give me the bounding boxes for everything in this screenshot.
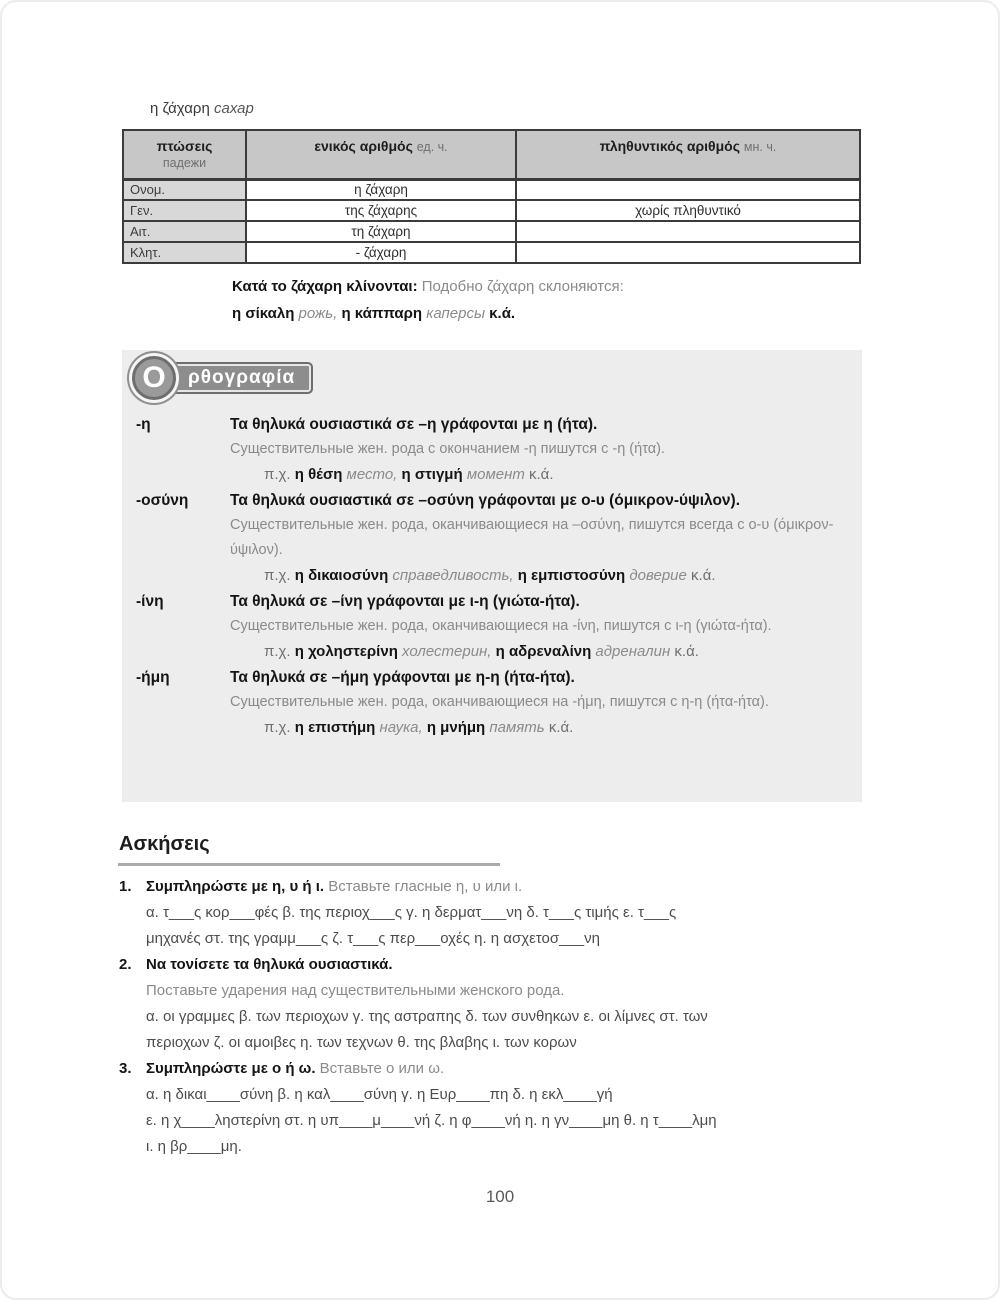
singular-value: τη ζάχαρη: [246, 221, 516, 242]
singular-value: η ζάχαρη: [246, 179, 516, 200]
header-plural-greek: πληθυντικός αριθμός: [599, 138, 741, 154]
exercise-item: [119, 1056, 897, 1160]
entry-body: [230, 488, 848, 588]
example-item2-russian: доверие: [629, 567, 687, 584]
header-plural-russian: мн. ч.: [743, 140, 777, 154]
note-item1-russian: рожь,: [298, 305, 338, 322]
note-suffix: κ.ά.: [489, 305, 516, 322]
orthography-badge-label: ρθογραφία: [158, 362, 313, 394]
table-row: [123, 242, 860, 263]
lexeme-caption: [150, 100, 254, 117]
header-cases-russian: падежи: [162, 156, 207, 170]
exercise-body-line: α. η δικαι____σύνη β. η καλ____σύνη γ. η Ευρ____πη δ. η εκλ____γή: [146, 1086, 613, 1103]
table-row: [123, 221, 860, 242]
example-item2-russian: адреналин: [595, 643, 671, 660]
example-prefix: π.χ.: [264, 643, 291, 660]
exercise-task-russian: Поставьте ударения над существительными женского рода.: [146, 982, 565, 999]
example-suffix: κ.ά.: [691, 567, 716, 584]
orthography-entry: [122, 412, 862, 487]
orthography-panel: [122, 350, 862, 802]
example-line: [230, 462, 848, 487]
exercise-task-russian: Вставьте гласные η, υ или ι.: [328, 878, 523, 895]
exercise-item: [119, 952, 897, 1056]
exercise-task-russian: Вставьте ο или ω.: [319, 1060, 445, 1077]
exercise-number: 3.: [119, 1060, 132, 1077]
example-suffix: κ.ά.: [529, 466, 554, 483]
plural-value: [516, 242, 860, 263]
rule-greek: Τα θηλυκά σε –ήμη γράφονται με η-η (ήτα-ήτα).: [230, 669, 575, 686]
plural-value: [516, 221, 860, 242]
orthography-entry: [122, 488, 862, 588]
case-label: Ονομ.: [123, 179, 246, 200]
example-line: [230, 639, 848, 664]
entry-suffix-label: -οσύνη: [136, 492, 189, 509]
example-suffix: κ.ά.: [674, 643, 699, 660]
exercises-title: Ασκήσεις: [119, 833, 210, 855]
rule-russian: Существительные жен. рода, оканчивающиеся на -ήμη, пишутся с η-η (ήτα-ήτα).: [230, 694, 769, 710]
header-singular-greek: ενικός αριθμός: [314, 138, 413, 154]
lexeme-russian: сахар: [213, 100, 254, 117]
note-line-2: [232, 300, 624, 327]
exercise-task-greek: Συμπληρώστε με η, υ ή ι.: [146, 878, 325, 895]
exercise-body-line: μηχανές στ. της γραμμ___ς ζ. τ___ς περ___οχές η. η ασχετοσ___νη: [146, 930, 600, 947]
example-item1-greek: η θέση: [294, 466, 343, 483]
rule-greek: Τα θηλυκά σε –ίνη γράφονται με ι-η (γιώτα-ήτα).: [230, 593, 580, 610]
example-item1-russian: наука,: [379, 719, 423, 736]
exercise-body-line: α. οι γραμμες β. των περιοχων γ. της αστραπης δ. των συνθηκων ε. οι λίμνες στ. των: [146, 1008, 708, 1025]
rule-russian: Существительные жен. рода, оканчивающиеся на -ίνη, пишутся с ι-η (γιώτα-ήτα).: [230, 618, 772, 634]
exercise-content: [146, 952, 897, 1056]
example-line: [230, 715, 848, 740]
header-singular-russian: ед. ч.: [416, 140, 448, 154]
exercise-task: [146, 874, 897, 900]
exercise-number: 1.: [119, 878, 132, 895]
declension-table: [122, 129, 861, 264]
case-label: Αιτ.: [123, 221, 246, 242]
singular-value: της ζάχαρης: [246, 200, 516, 221]
table-row: [123, 179, 860, 200]
header-plural: [516, 130, 860, 179]
example-prefix: π.χ.: [264, 567, 291, 584]
note-item2-greek: η κάππαρη: [341, 305, 423, 322]
table-row: [123, 200, 860, 221]
example-line: [230, 563, 848, 588]
plural-value: χωρίς πληθυντικό: [516, 200, 860, 221]
entry-suffix-label: -ίνη: [136, 593, 164, 610]
example-item1-russian: холестерин,: [402, 643, 492, 660]
exercise-item: [119, 874, 897, 952]
entry-body: [230, 412, 848, 487]
singular-value: - ζάχαρη: [246, 242, 516, 263]
example-item1-russian: справедливость,: [392, 567, 514, 584]
orthography-badge-initial: Ο: [132, 356, 176, 400]
example-prefix: π.χ.: [264, 719, 291, 736]
plural-value: [516, 179, 860, 200]
header-cases: [123, 130, 246, 179]
table-header-row: [123, 130, 860, 179]
exercise-body-line: α. τ___ς κορ___φές β. της περιοχ___ς γ. η δερματ___νη δ. τ___ς τιμής ε. τ___ς: [146, 904, 677, 921]
exercise-body-line: ι. η βρ____μη.: [146, 1138, 242, 1155]
note-item1-greek: η σίκαλη: [232, 305, 295, 322]
example-item1-greek: η χοληστερίνη: [294, 643, 398, 660]
declension-note: [232, 273, 624, 327]
example-item2-greek: η στιγμή: [401, 466, 463, 483]
orthography-entry: [122, 665, 862, 740]
exercise-task-greek: Συμπληρώστε με ο ή ω.: [146, 1060, 316, 1077]
exercise-task: [146, 1056, 897, 1082]
example-item1-greek: η επιστήμη: [294, 719, 376, 736]
lexeme-greek: η ζάχαρη: [150, 100, 210, 117]
entry-body: [230, 589, 848, 664]
example-item2-russian: момент: [466, 466, 525, 483]
orthography-badge: [132, 356, 313, 400]
note-line-1: [232, 273, 624, 300]
exercise-content: [146, 874, 897, 952]
example-item2-greek: η εμπιστοσύνη: [517, 567, 626, 584]
example-item2-greek: η αδρεναλίνη: [495, 643, 592, 660]
orthography-entry: [122, 589, 862, 664]
exercises-list: [119, 874, 897, 1160]
exercise-content: [146, 1056, 897, 1160]
case-label: Κλητ.: [123, 242, 246, 263]
exercise-body-line: περιοχων ζ. οι αμοιβες η. των τεχνων θ. της βλαβης ι. των κορων: [146, 1034, 577, 1051]
entry-body: [230, 665, 848, 740]
example-item1-russian: место,: [346, 466, 398, 483]
exercise-task: [146, 952, 897, 978]
exercise-number: 2.: [119, 956, 132, 973]
exercise-task-greek: Να τονίσετε τα θηλυκά ουσιαστικά.: [146, 956, 393, 973]
example-item2-greek: η μνήμη: [426, 719, 486, 736]
rule-russian: Существительные жен. рода с окончанием -η пишутся с -η (ήτα).: [230, 441, 665, 457]
rule-greek: Τα θηλυκά ουσιαστικά σε –η γράφονται με η (ήτα).: [230, 416, 598, 433]
orthography-entries: [122, 412, 862, 741]
note-item2-russian: каперсы: [426, 305, 485, 322]
example-prefix: π.χ.: [264, 466, 291, 483]
entry-suffix-label: -ήμη: [136, 669, 170, 686]
exercises-title-underline: [118, 863, 500, 866]
rule-greek: Τα θηλυκά ουσιαστικά σε –οσύνη γράφονται με ο-υ (όμικρον-ύψιλον).: [230, 492, 741, 509]
example-suffix: κ.ά.: [548, 719, 574, 736]
note-greek-bold: Κατά το ζάχαρη κλίνονται:: [232, 278, 418, 295]
note-russian: Подобно ζάχαρη склоняются:: [421, 278, 624, 295]
header-cases-greek: πτώσεις: [156, 138, 213, 154]
case-label: Γεν.: [123, 200, 246, 221]
entry-suffix-label: -η: [136, 416, 151, 433]
rule-russian: Существительные жен. рода, оканчивающиеся на –οσύνη, пишутся всегда с ο-υ (όμικρον-ύψιλον).: [230, 517, 834, 558]
example-item2-russian: память: [489, 719, 545, 736]
page-number: 100: [485, 1187, 515, 1206]
exercise-body-line: ε. η χ____ληστερίνη στ. η υπ____μ____νή ζ. η φ____νή η. η γν____μη θ. η τ____λμη: [146, 1112, 717, 1129]
header-singular: [246, 130, 516, 179]
example-item1-greek: η δικαιοσύνη: [294, 567, 389, 584]
